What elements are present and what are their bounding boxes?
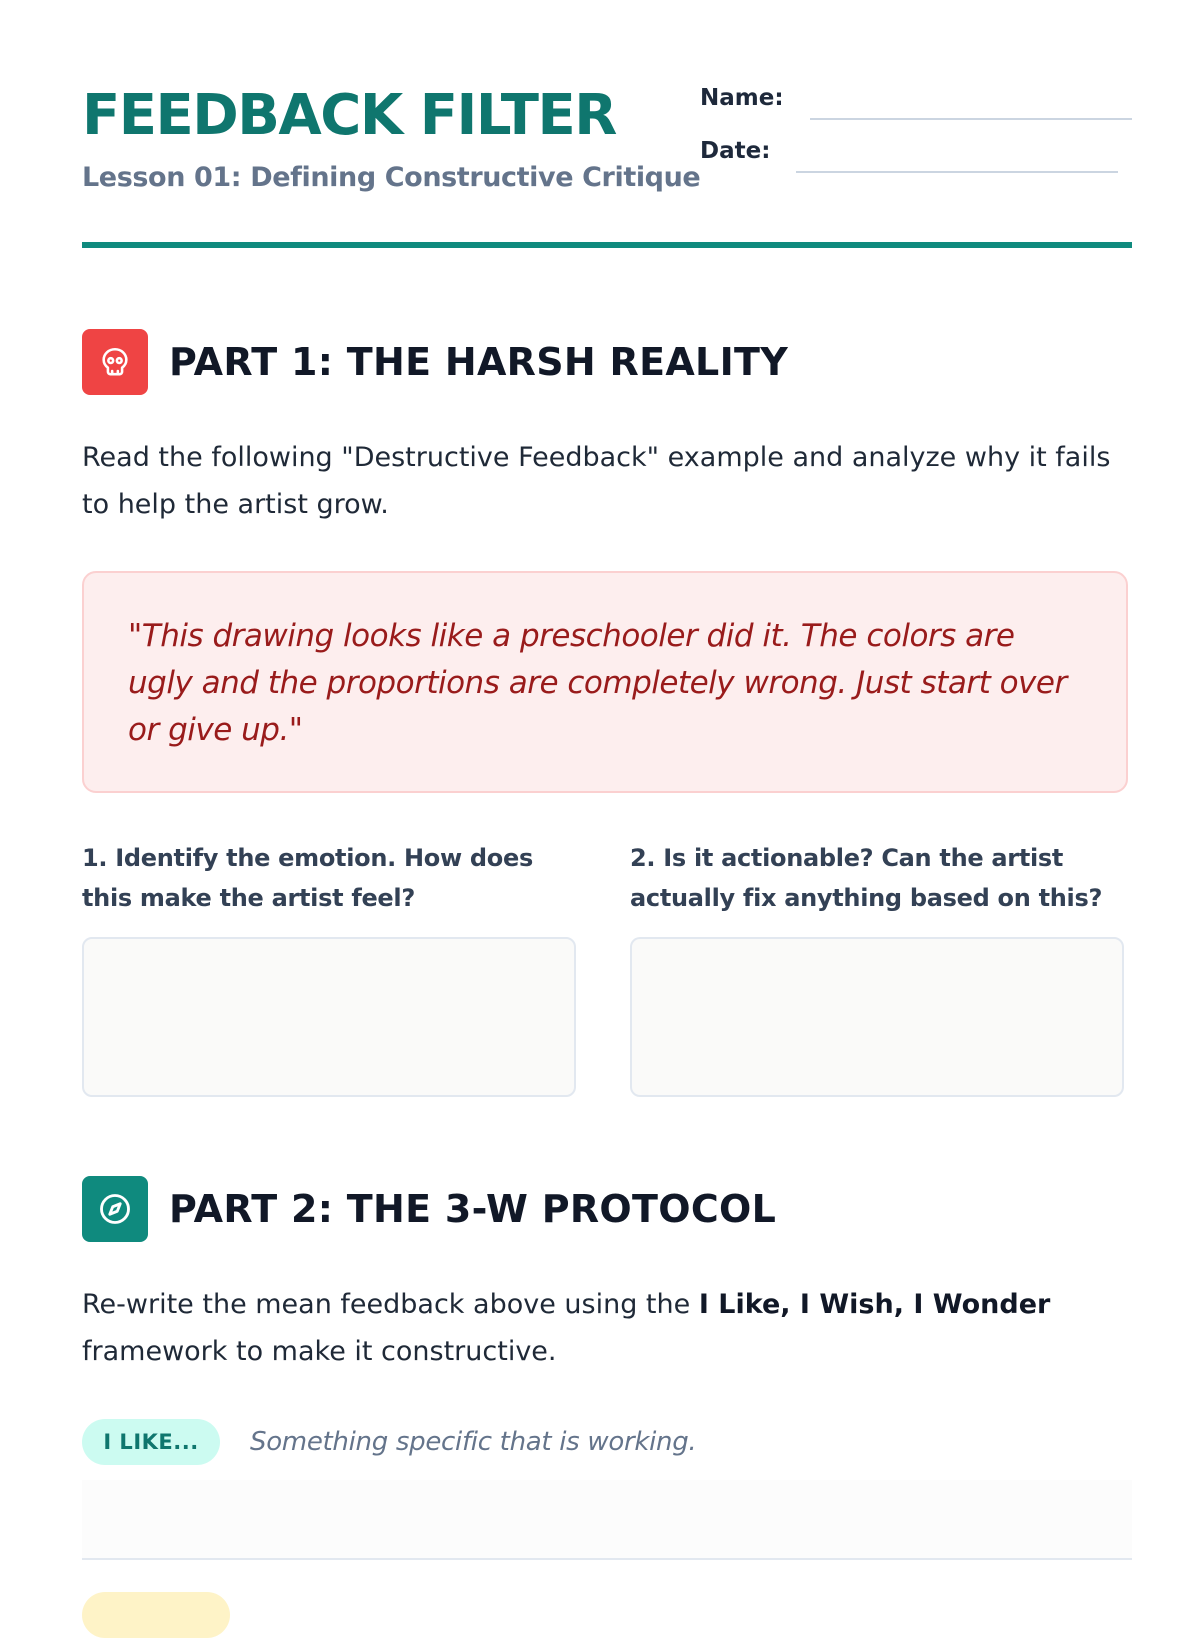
- part1-instructions: Read the following "Destructive Feedback" example and analyze why it fails to help the artist grow.: [82, 442, 1111, 520]
- quote-text: "This drawing looks like a preschooler did it. The colors are ugly and the proportions are completely wrong. Just start over or give up.": [128, 618, 1067, 748]
- date-field-row: [700, 137, 1118, 173]
- destructive-feedback-quote: [82, 571, 1128, 793]
- i-like-hint: Something specific that is working.: [250, 1427, 697, 1457]
- compass-icon: [82, 1176, 148, 1242]
- answer-box-emotion[interactable]: [82, 937, 576, 1097]
- part2-intro-after: framework to make it constructive.: [82, 1336, 557, 1367]
- worksheet-header: [82, 0, 1132, 250]
- part1-title: PART 1: THE HARSH REALITY: [169, 340, 789, 384]
- part2-header: [82, 1175, 776, 1243]
- date-input-line[interactable]: [796, 171, 1118, 173]
- header-divider: [82, 242, 1132, 248]
- i-wish-badge: [82, 1592, 230, 1638]
- lesson-subtitle: Lesson 01: Defining Constructive Critique: [82, 162, 701, 193]
- part2-intro-before: Re-write the mean feedback above using the: [82, 1289, 699, 1320]
- worksheet-page: [82, 0, 1132, 1457]
- worksheet-title: FEEDBACK FILTER: [82, 83, 616, 148]
- i-like-prompt-row: [82, 1419, 696, 1465]
- date-label: Date:: [700, 138, 771, 164]
- question-actionable: 2. Is it actionable? Can the artist actually fix anything based on this?: [630, 844, 1103, 912]
- name-field-row: [700, 84, 1132, 120]
- name-label: Name:: [700, 85, 784, 111]
- i-like-answer-area[interactable]: [82, 1480, 1132, 1560]
- part1-header: [82, 328, 788, 396]
- i-like-badge: I LIKE...: [82, 1419, 220, 1465]
- part2-instructions: [82, 1281, 1132, 1375]
- part2-intro-framework: I Like, I Wish, I Wonder: [698, 1289, 1051, 1320]
- part2-title: PART 2: THE 3-W PROTOCOL: [169, 1187, 777, 1231]
- name-input-line[interactable]: [810, 118, 1132, 120]
- answer-box-actionable[interactable]: [630, 937, 1124, 1097]
- question-emotion: 1. Identify the emotion. How does this make the artist feel?: [82, 844, 533, 912]
- skull-icon: [82, 329, 148, 395]
